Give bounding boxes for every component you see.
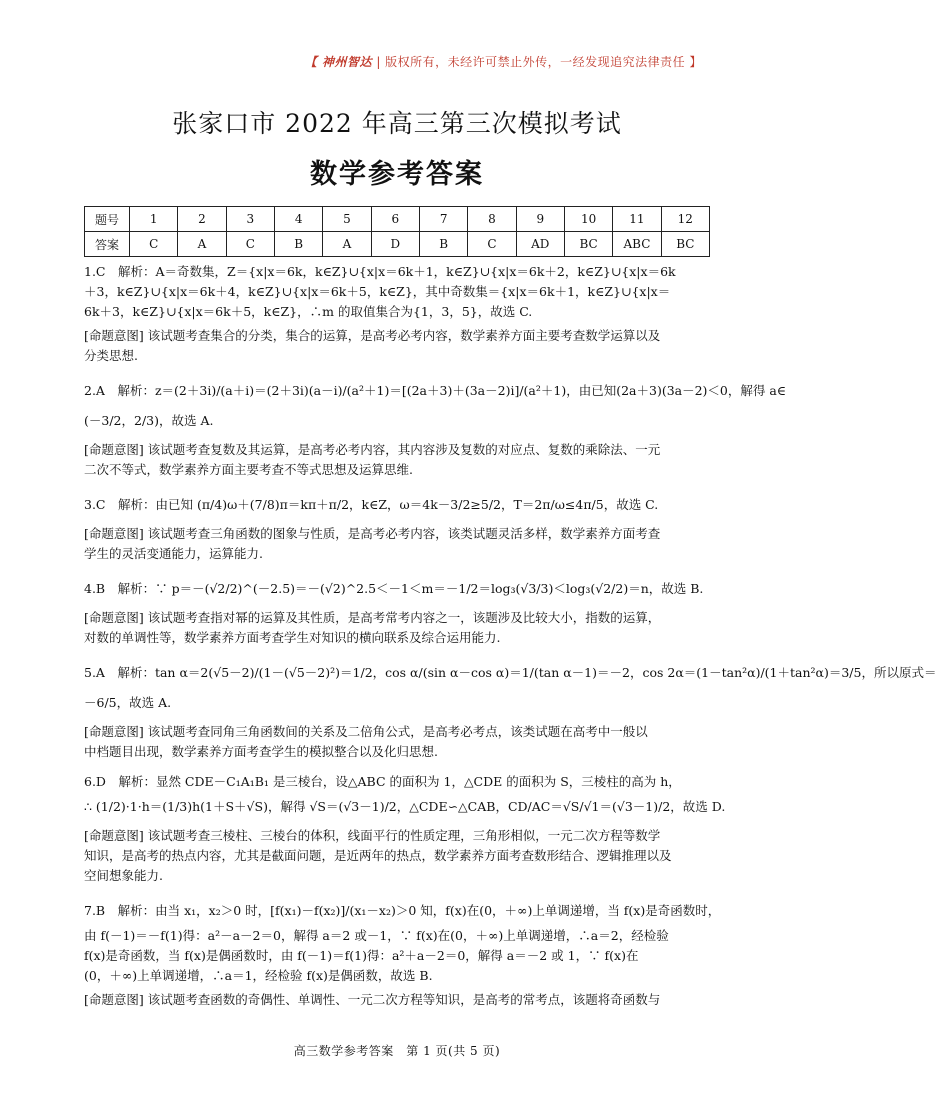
solutions-body xyxy=(84,262,936,1010)
solution-line: 7.B 解析：由当 x₁，x₂＞0 时，[f(x₁)－f(x₂)]/(x₁－x₂)＞0 知，f(x)在(0，＋∞)上单调递增，当 f(x)是奇函数时， xyxy=(84,903,721,918)
question-number: 8 xyxy=(468,207,516,232)
answer-cell: C xyxy=(468,232,516,257)
question-number: 10 xyxy=(564,207,612,232)
answer-cell: AD xyxy=(516,232,564,257)
answer-cell: ABC xyxy=(613,232,661,257)
intent-line: 二次不等式，数学素养方面主要考查不等式思想及运算思维. xyxy=(84,462,413,477)
answer-cell: D xyxy=(371,232,419,257)
answer-cell: BC xyxy=(661,232,709,257)
intent-line: [命题意图] 该试题考查集合的分类，集合的运算，是高考必考内容，数学素养方面主要考查数学运算以及 xyxy=(84,328,661,343)
intent-line: [命题意图] 该试题考查指对幂的运算及其性质，是高考常考内容之一，该题涉及比较大小，指数的运算， xyxy=(84,610,661,625)
solution-line: (－3/2，2/3)，故选 A. xyxy=(84,413,214,428)
answer-key-title: 数学参考答案 xyxy=(310,159,484,190)
intent-line: 分类思想. xyxy=(84,348,138,363)
question-number: 7 xyxy=(419,207,467,232)
solution-line: ＋3，k∈Z}∪{x|x＝6k＋4，k∈Z}∪{x|x＝6k＋5，k∈Z}，其中奇数集＝{x|x＝6k＋1，k∈Z}∪{x|x＝ xyxy=(84,284,671,299)
question-number: 11 xyxy=(613,207,661,232)
intent-line: [命题意图] 该试题考查同角三角函数间的关系及二倍角公式，是高考必考点，该类试题在高考中一般以 xyxy=(84,724,648,739)
solution-line: 6k＋3，k∈Z}∪{x|x＝6k＋5，k∈Z}，∴m 的取值集合为{1，3，5}，故选 C. xyxy=(84,304,533,319)
solution-line: 5.A 解析：tan α＝2(√5－2)/(1－(√5－2)²)＝1/2，cos α/(sin α－cos α)＝1/(tan α－1)＝－2，cos 2α＝(1－tan²α)/(1＋tan²α)＝3/5，所以原式＝ xyxy=(84,665,936,680)
intent-line: [命题意图] 该试题考查函数的奇偶性、单调性、一元二次方程等知识，是高考的常考点，该题将奇函数与 xyxy=(84,992,661,1007)
row-header: 答案 xyxy=(85,232,130,257)
intent-line: 对数的单调性等，数学素养方面考查学生对知识的横向联系及综合运用能力. xyxy=(84,630,501,645)
intent-line: 学生的灵活变通能力，运算能力. xyxy=(84,546,263,561)
question-number: 2 xyxy=(178,207,226,232)
question-number: 9 xyxy=(516,207,564,232)
intent-line: 空间想象能力. xyxy=(84,868,163,883)
solution-line: 2.A 解析：z＝(2＋3i)/(a＋i)＝(2＋3i)(a－i)/(a²＋1)＝[(2a＋3)＋(3a－2)i]/(a²＋1)，由已知(2a＋3)(3a－2)＜0，解得 a∈ xyxy=(84,383,787,398)
question-number: 5 xyxy=(323,207,371,232)
exam-title: 张家口市 2022 年高三第三次模拟考试 xyxy=(172,109,622,138)
answer-row xyxy=(85,232,710,257)
solution-line: 由 f(－1)＝－f(1)得：a²－a－2＝0，解得 a＝2 或－1，∵ f(x)在(0，＋∞)上单调递增，∴a＝2，经检验 xyxy=(84,928,669,943)
copyright-text: | 版权所有，未经许可禁止外传，一经发现追究法律责任 】 xyxy=(376,55,702,69)
answer-cell: B xyxy=(419,232,467,257)
solution-line: －6/5，故选 A. xyxy=(84,695,172,710)
solution-line: f(x)是奇函数，当 f(x)是偶函数时，由 f(－1)＝f(1)得：a²＋a－2＝0，解得 a＝－2 或 1，∵ f(x)在 xyxy=(84,948,639,963)
answer-cell: C xyxy=(130,232,178,257)
solution-line: (0，＋∞)上单调递增，∴a＝1，经检验 f(x)是偶函数，故选 B. xyxy=(84,968,433,983)
answer-cell: C xyxy=(226,232,274,257)
row-header: 题号 xyxy=(85,207,130,232)
brand-logo: 【 神州智达 xyxy=(304,55,372,69)
answer-cell: B xyxy=(274,232,322,257)
copyright-banner xyxy=(305,53,702,70)
question-number-row xyxy=(85,207,710,232)
solution-line: 6.D 解析：显然 CDE－C₁A₁B₁ 是三棱台，设△ABC 的面积为 1，△CDE 的面积为 S，三棱柱的高为 h， xyxy=(84,774,681,789)
answer-cell: A xyxy=(323,232,371,257)
question-number: 1 xyxy=(130,207,178,232)
intent-line: [命题意图] 该试题考查三角函数的图象与性质，是高考必考内容，该类试题灵活多样，数学素养方面考查 xyxy=(84,526,661,541)
question-number: 6 xyxy=(371,207,419,232)
solution-line: ∴ (1/2)·1·h＝(1/3)h(1＋S＋√S)，解得 √S＝(√3－1)/2，△CDE∽△CAB，CD/AC＝√S/√1＝(√3－1)/2，故选 D. xyxy=(84,799,726,814)
question-number: 3 xyxy=(226,207,274,232)
question-number: 4 xyxy=(274,207,322,232)
intent-line: 中档题目出现，数学素养方面考查学生的模拟整合以及化归思想. xyxy=(84,744,438,759)
page-footer: 高三数学参考答案 第 1 页(共 5 页) xyxy=(293,1044,501,1058)
answer-cell: BC xyxy=(564,232,612,257)
intent-line: [命题意图] 该试题考查三棱柱、三棱台的体积，线面平行的性质定理，三角形相似，一元二次方程等数学 xyxy=(84,828,661,843)
intent-line: [命题意图] 该试题考查复数及其运算，是高考必考内容，其内容涉及复数的对应点、复数的乘除法、一元 xyxy=(84,442,661,457)
solution-line: 1.C 解析：A＝奇数集，Z＝{x|x＝6k，k∈Z}∪{x|x＝6k＋1，k∈Z}∪{x|x＝6k＋2，k∈Z}∪{x|x＝6k xyxy=(84,264,676,279)
solution-line: 4.B 解析：∵ p＝－(√2/2)^(－2.5)＝－(√2)^2.5＜－1＜m＝－1/2＝log₃(√3/3)＜log₃(√2/2)＝n，故选 B. xyxy=(84,581,704,596)
solution-line: 3.C 解析：由已知 (π/4)ω＋(7/8)π＝kπ＋π/2，k∈Z，ω＝4k－3/2≥5/2，T＝2π/ω≤4π/5，故选 C. xyxy=(84,497,659,512)
answer-cell: A xyxy=(178,232,226,257)
intent-line: 知识，是高考的热点内容，尤其是截面问题，是近两年的热点，数学素养方面考查数形结合、逻辑推理以及 xyxy=(84,848,672,863)
question-number: 12 xyxy=(661,207,709,232)
answer-table xyxy=(84,206,710,257)
